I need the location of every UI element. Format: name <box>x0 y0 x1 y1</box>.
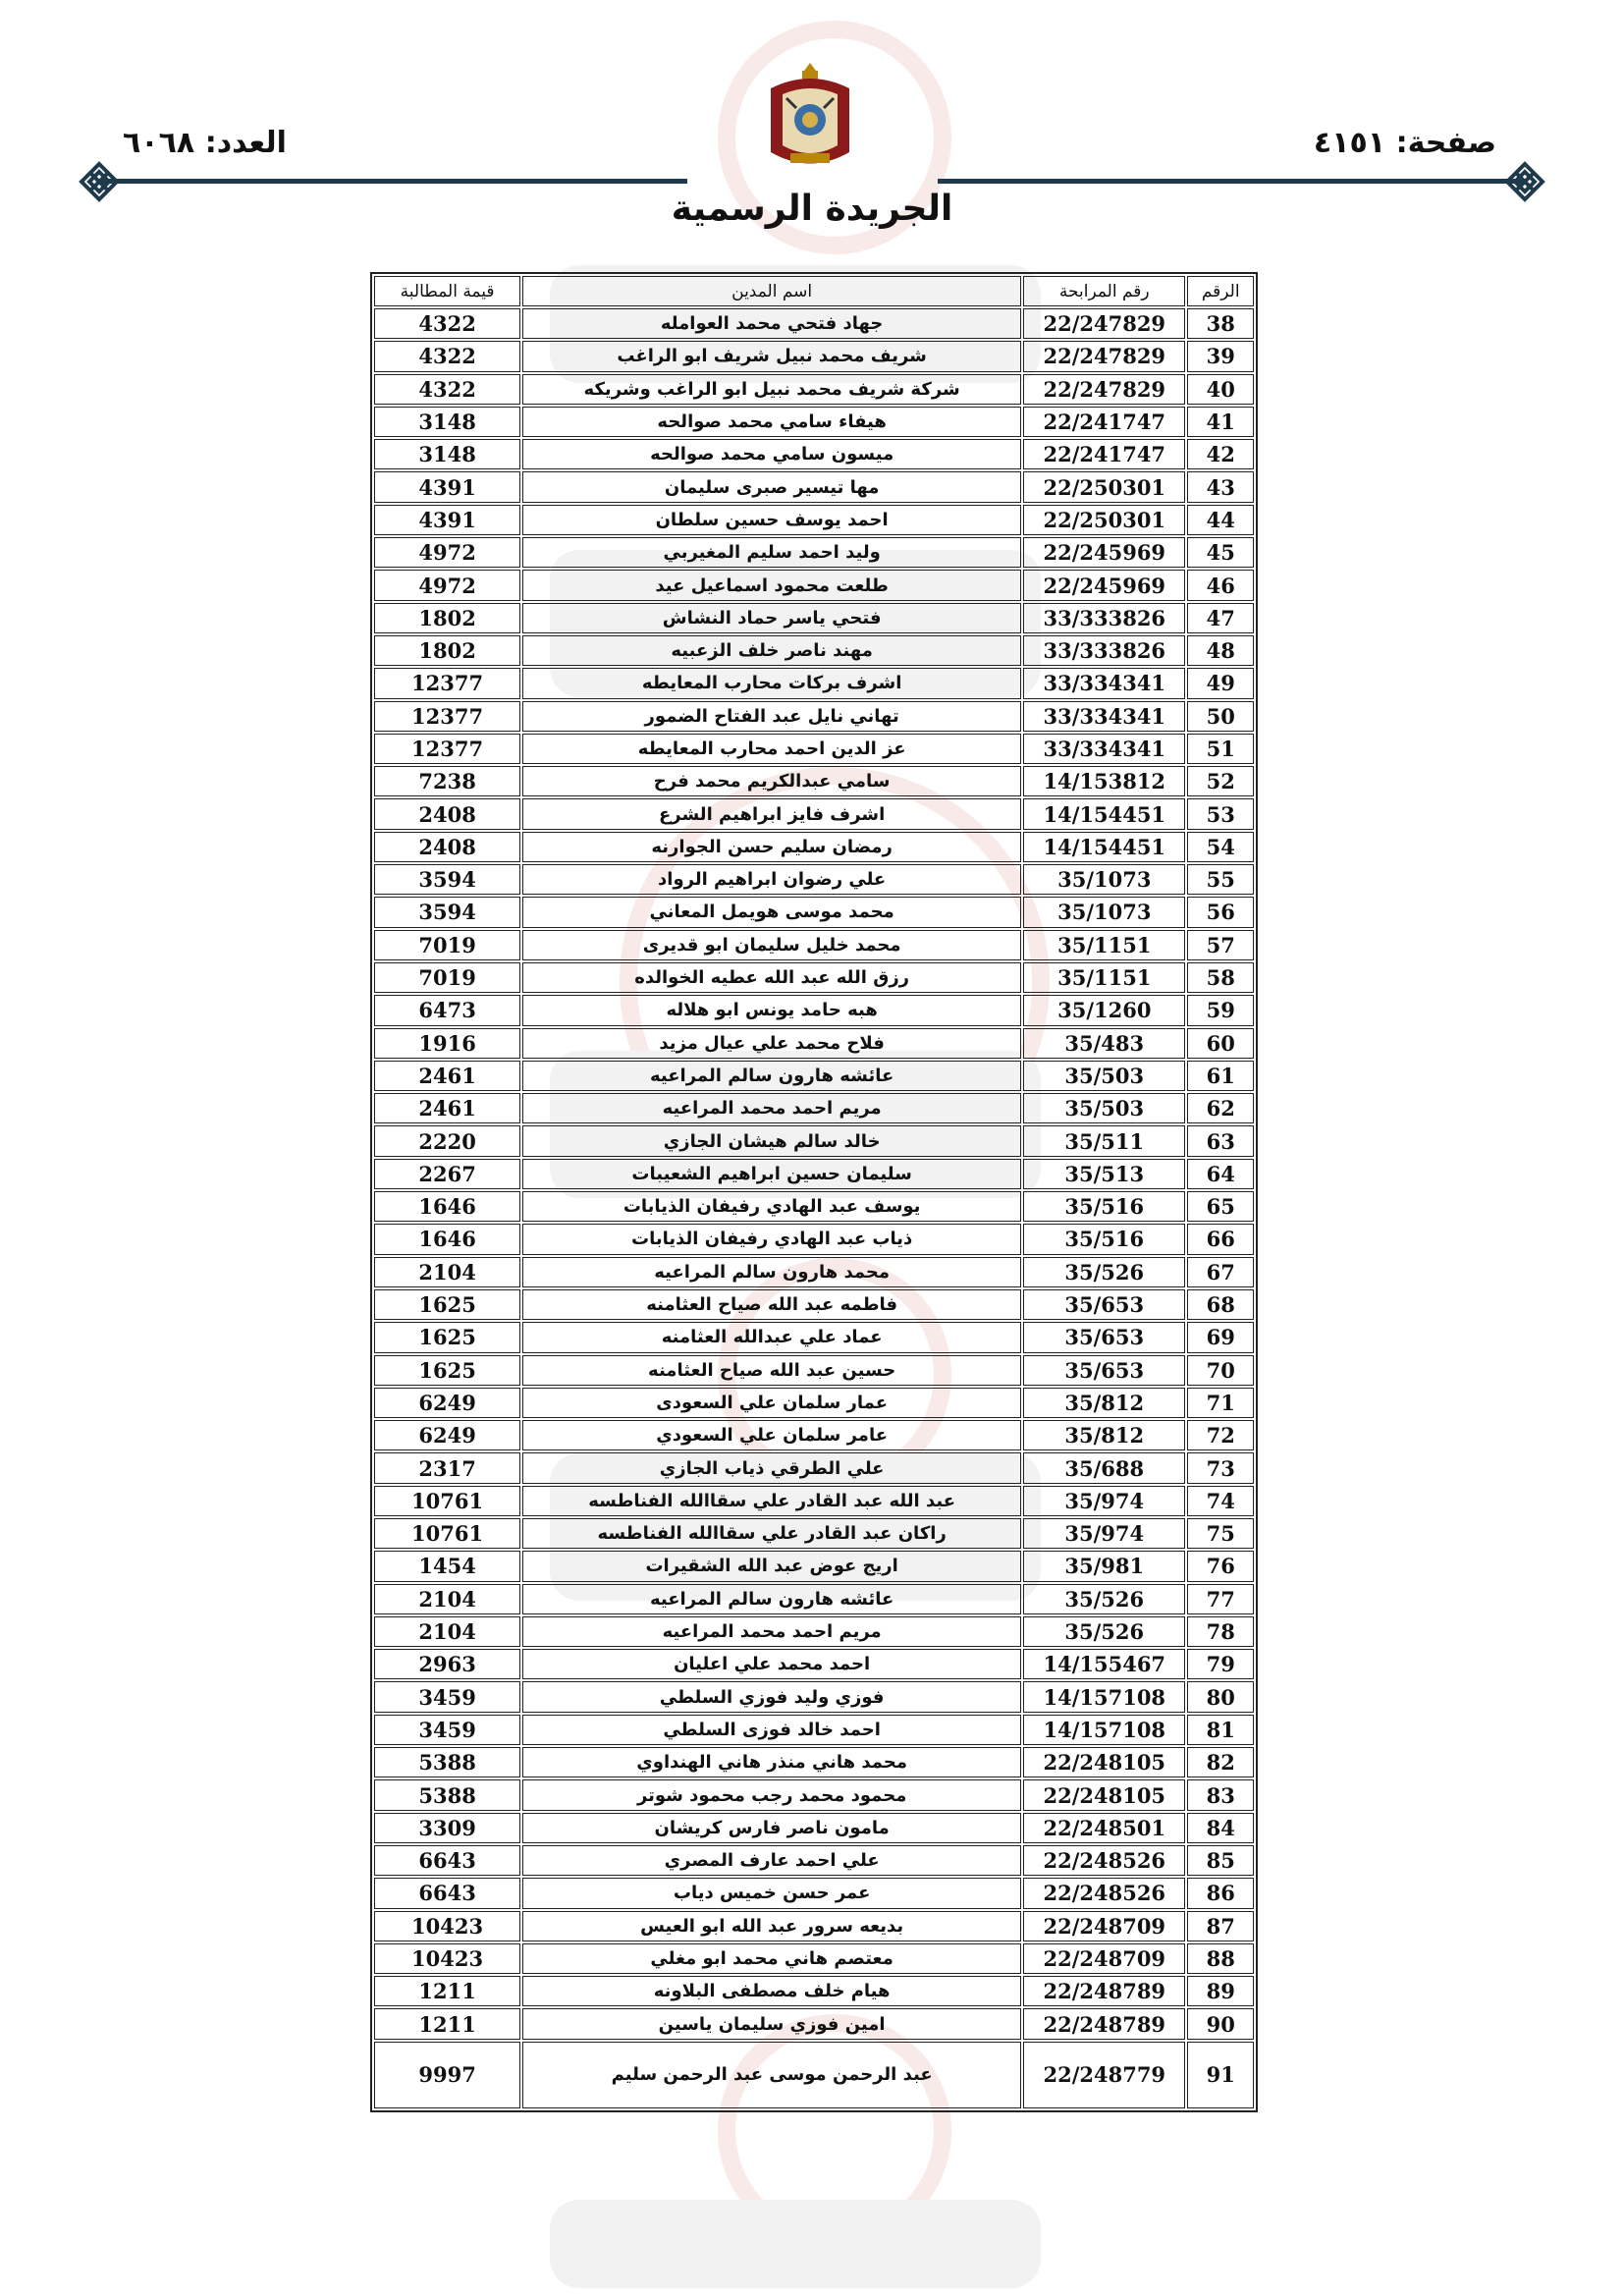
table-row <box>374 766 1254 796</box>
claim-amount: 4322 <box>374 374 520 405</box>
table-row <box>374 537 1254 568</box>
claim-amount: 7238 <box>374 766 520 796</box>
debtor-name: عمر حسن خميس دياب <box>522 1878 1021 1908</box>
row-number: 85 <box>1187 1845 1254 1876</box>
row-number: 74 <box>1187 1486 1254 1516</box>
row-number: 91 <box>1187 2042 1254 2108</box>
debtor-name: فتحي ياسر حماد النشاش <box>522 603 1021 633</box>
murabaha-number: 22/241747 <box>1023 407 1185 437</box>
claim-amount: 4391 <box>374 471 520 502</box>
table-row <box>374 1028 1254 1059</box>
murabaha-number: 35/981 <box>1023 1551 1185 1581</box>
debtor-name: مها تيسير صبرى سليمان <box>522 471 1021 502</box>
claim-amount: 3594 <box>374 864 520 895</box>
table-row <box>374 1616 1254 1647</box>
murabaha-number: 35/974 <box>1023 1486 1185 1516</box>
row-number: 58 <box>1187 962 1254 993</box>
debtor-name: اشرف فايز ابراهيم الشرع <box>522 798 1021 829</box>
table-row <box>374 341 1254 371</box>
table-row <box>374 1813 1254 1843</box>
table-row <box>374 2042 1254 2108</box>
table-row <box>374 505 1254 535</box>
debtor-name: محمد خليل سليمان ابو قديرى <box>522 930 1021 960</box>
row-number: 65 <box>1187 1191 1254 1222</box>
row-number: 86 <box>1187 1878 1254 1908</box>
claim-amount: 5388 <box>374 1747 520 1777</box>
debtor-name: علي رضوان ابراهيم الرواد <box>522 864 1021 895</box>
table-row <box>374 1518 1254 1549</box>
claim-amount: 6473 <box>374 995 520 1025</box>
murabaha-number: 33/334341 <box>1023 668 1185 698</box>
debtor-name: محمد هارون سالم المراعيه <box>522 1257 1021 1287</box>
row-number: 42 <box>1187 439 1254 469</box>
claim-amount: 1916 <box>374 1028 520 1059</box>
debtor-name: يوسف عبد الهادي رفيفان الذيابات <box>522 1191 1021 1222</box>
claim-amount: 1802 <box>374 635 520 666</box>
murabaha-number: 22/245969 <box>1023 570 1185 600</box>
claim-amount: 7019 <box>374 930 520 960</box>
row-number: 81 <box>1187 1715 1254 1745</box>
row-number: 69 <box>1187 1322 1254 1352</box>
debtor-name: عامر سلمان علي السعودي <box>522 1420 1021 1450</box>
debtor-name: هبه حامد يونس ابو هلاله <box>522 995 1021 1025</box>
claim-amount: 6249 <box>374 1420 520 1450</box>
debtor-name: بديعه سرور عبد الله ابو العيس <box>522 1911 1021 1941</box>
table-row <box>374 1257 1254 1287</box>
debtor-name: رمضان سليم حسن الجوارنه <box>522 832 1021 862</box>
table-row <box>374 1388 1254 1418</box>
row-number: 80 <box>1187 1681 1254 1712</box>
claim-amount: 3459 <box>374 1681 520 1712</box>
row-number: 40 <box>1187 374 1254 405</box>
table-row <box>374 1584 1254 1614</box>
murabaha-number: 35/1151 <box>1023 930 1185 960</box>
debtor-name: عز الدين احمد محارب المعايطه <box>522 734 1021 764</box>
row-number: 59 <box>1187 995 1254 1025</box>
claim-amount: 7019 <box>374 962 520 993</box>
table-row <box>374 308 1254 339</box>
row-number: 89 <box>1187 1976 1254 2006</box>
table-row <box>374 1289 1254 1320</box>
claim-amount: 2267 <box>374 1159 520 1189</box>
murabaha-number: 22/248789 <box>1023 1976 1185 2006</box>
table-row <box>374 407 1254 437</box>
column-header: الرقم <box>1187 276 1254 306</box>
table-row <box>374 1061 1254 1091</box>
murabaha-number: 22/247829 <box>1023 341 1185 371</box>
table-row <box>374 1093 1254 1123</box>
debtor-name: محمود محمد رجب محمود شوتر <box>522 1779 1021 1810</box>
debtor-name: مريم احمد محمد المراعيه <box>522 1093 1021 1123</box>
table-row <box>374 1747 1254 1777</box>
column-header: قيمة المطالبة <box>374 276 520 306</box>
debtors-table <box>370 272 1258 2112</box>
debtor-name: علي الطرقي ذياب الجازي <box>522 1452 1021 1483</box>
debtor-name: احمد خالد فوزى السلطي <box>522 1715 1021 1745</box>
murabaha-number: 22/248709 <box>1023 1911 1185 1941</box>
claim-amount: 1802 <box>374 603 520 633</box>
debtor-name: شريف محمد نبيل شريف ابو الراغب <box>522 341 1021 371</box>
row-number: 79 <box>1187 1649 1254 1679</box>
table-row <box>374 439 1254 469</box>
table-row <box>374 1191 1254 1222</box>
murabaha-number: 35/812 <box>1023 1388 1185 1418</box>
debtor-name: امين فوزي سليمان ياسين <box>522 2008 1021 2039</box>
debtor-name: فوزي وليد فوزي السلطي <box>522 1681 1021 1712</box>
claim-amount: 4322 <box>374 341 520 371</box>
claim-amount: 2317 <box>374 1452 520 1483</box>
murabaha-number: 35/516 <box>1023 1224 1185 1254</box>
murabaha-number: 22/245969 <box>1023 537 1185 568</box>
claim-amount: 12377 <box>374 668 520 698</box>
debtor-name: مامون ناصر فارس كريشان <box>522 1813 1021 1843</box>
table-row <box>374 1649 1254 1679</box>
debtor-name: مريم احمد محمد المراعيه <box>522 1616 1021 1647</box>
row-number: 41 <box>1187 407 1254 437</box>
row-number: 56 <box>1187 897 1254 927</box>
debtor-name: شركة شريف محمد نبيل ابو الراغب وشريكه <box>522 374 1021 405</box>
debtor-name: عبد الله عبد القادر علي سقاالله الفناطسه <box>522 1486 1021 1516</box>
claim-amount: 6643 <box>374 1878 520 1908</box>
row-number: 72 <box>1187 1420 1254 1450</box>
table-row <box>374 1159 1254 1189</box>
murabaha-number: 33/333826 <box>1023 635 1185 666</box>
table-row <box>374 995 1254 1025</box>
murabaha-number: 22/248105 <box>1023 1747 1185 1777</box>
row-number: 63 <box>1187 1125 1254 1156</box>
row-number: 88 <box>1187 1943 1254 1974</box>
table-row <box>374 1486 1254 1516</box>
murabaha-number: 22/241747 <box>1023 439 1185 469</box>
debtor-name: رزق الله عبد الله عطيه الخوالده <box>522 962 1021 993</box>
row-number: 68 <box>1187 1289 1254 1320</box>
debtor-name: عمار سلمان علي السعودى <box>522 1388 1021 1418</box>
murabaha-number: 22/247829 <box>1023 308 1185 339</box>
murabaha-number: 22/248501 <box>1023 1813 1185 1843</box>
row-number: 51 <box>1187 734 1254 764</box>
header-rule-right <box>938 179 1527 184</box>
column-header: اسم المدين <box>522 276 1021 306</box>
claim-amount: 6249 <box>374 1388 520 1418</box>
coat-of-arms-icon <box>761 59 859 175</box>
murabaha-number: 35/513 <box>1023 1159 1185 1189</box>
murabaha-number: 35/1260 <box>1023 995 1185 1025</box>
debtor-name: احمد محمد علي اعليان <box>522 1649 1021 1679</box>
claim-amount: 3594 <box>374 897 520 927</box>
row-number: 64 <box>1187 1159 1254 1189</box>
murabaha-number: 35/812 <box>1023 1420 1185 1450</box>
claim-amount: 2461 <box>374 1093 520 1123</box>
murabaha-number: 22/248789 <box>1023 2008 1185 2039</box>
murabaha-number: 14/153812 <box>1023 766 1185 796</box>
claim-amount: 2408 <box>374 832 520 862</box>
debtor-name: وليد احمد سليم المغيربي <box>522 537 1021 568</box>
claim-amount: 2408 <box>374 798 520 829</box>
table-header-row <box>374 276 1254 306</box>
table-row <box>374 1681 1254 1712</box>
murabaha-number: 14/154451 <box>1023 798 1185 829</box>
murabaha-number: 35/653 <box>1023 1355 1185 1386</box>
claim-amount: 1646 <box>374 1224 520 1254</box>
debtor-name: احمد يوسف حسين سلطان <box>522 505 1021 535</box>
row-number: 62 <box>1187 1093 1254 1123</box>
row-number: 60 <box>1187 1028 1254 1059</box>
table-row <box>374 701 1254 732</box>
table-row <box>374 374 1254 405</box>
murabaha-number: 35/1073 <box>1023 864 1185 895</box>
murabaha-number: 14/157108 <box>1023 1715 1185 1745</box>
row-number: 39 <box>1187 341 1254 371</box>
row-number: 52 <box>1187 766 1254 796</box>
claim-amount: 10423 <box>374 1911 520 1941</box>
table-row <box>374 930 1254 960</box>
debtor-name: تهاني نايل عبد الفتاح الضمور <box>522 701 1021 732</box>
table-row <box>374 1551 1254 1581</box>
claim-amount: 3148 <box>374 407 520 437</box>
murabaha-number: 35/483 <box>1023 1028 1185 1059</box>
row-number: 83 <box>1187 1779 1254 1810</box>
table-row <box>374 897 1254 927</box>
debtor-name: جهاد فتحي محمد العوامله <box>522 308 1021 339</box>
claim-amount: 2104 <box>374 1616 520 1647</box>
row-number: 47 <box>1187 603 1254 633</box>
table-row <box>374 635 1254 666</box>
row-number: 66 <box>1187 1224 1254 1254</box>
murabaha-number: 33/333826 <box>1023 603 1185 633</box>
row-number: 38 <box>1187 308 1254 339</box>
claim-amount: 4322 <box>374 308 520 339</box>
claim-amount: 4391 <box>374 505 520 535</box>
row-number: 54 <box>1187 832 1254 862</box>
row-number: 49 <box>1187 668 1254 698</box>
murabaha-number: 35/653 <box>1023 1322 1185 1352</box>
row-number: 46 <box>1187 570 1254 600</box>
table-row <box>374 1845 1254 1876</box>
murabaha-number: 35/503 <box>1023 1093 1185 1123</box>
murabaha-number: 22/248526 <box>1023 1878 1185 1908</box>
murabaha-number: 35/1151 <box>1023 962 1185 993</box>
table-row <box>374 734 1254 764</box>
murabaha-number: 14/155467 <box>1023 1649 1185 1679</box>
row-number: 90 <box>1187 2008 1254 2039</box>
claim-amount: 9997 <box>374 2042 520 2108</box>
debtor-name: معتصم هاني محمد ابو مغلي <box>522 1943 1021 1974</box>
murabaha-number: 35/526 <box>1023 1616 1185 1647</box>
claim-amount: 2461 <box>374 1061 520 1091</box>
claim-amount: 10761 <box>374 1518 520 1549</box>
table-row <box>374 1715 1254 1745</box>
murabaha-number: 33/334341 <box>1023 734 1185 764</box>
page-number: صفحة: ٤١٥١ <box>1313 126 1496 160</box>
murabaha-number: 33/334341 <box>1023 701 1185 732</box>
row-number: 48 <box>1187 635 1254 666</box>
debtor-name: عماد علي عبدالله العثامنه <box>522 1322 1021 1352</box>
murabaha-number: 22/250301 <box>1023 505 1185 535</box>
murabaha-number: 22/247829 <box>1023 374 1185 405</box>
table-row <box>374 1976 1254 2006</box>
row-number: 45 <box>1187 537 1254 568</box>
table-row <box>374 832 1254 862</box>
newspaper-title: الجريدة الرسمية <box>671 189 953 229</box>
table-row <box>374 2008 1254 2039</box>
debtor-name: عبد الرحمن موسى عبد الرحمن سليم <box>522 2042 1021 2108</box>
row-number: 76 <box>1187 1551 1254 1581</box>
table-row <box>374 1779 1254 1810</box>
claim-amount: 4972 <box>374 537 520 568</box>
murabaha-number: 35/688 <box>1023 1452 1185 1483</box>
debtor-name: محمد هاني منذر هاني الهنداوي <box>522 1747 1021 1777</box>
claim-amount: 6643 <box>374 1845 520 1876</box>
debtor-name: ميسون سامي محمد صوالحه <box>522 439 1021 469</box>
claim-amount: 1625 <box>374 1322 520 1352</box>
row-number: 44 <box>1187 505 1254 535</box>
table-row <box>374 1322 1254 1352</box>
debtor-name: عائشه هارون سالم المراعيه <box>522 1584 1021 1614</box>
claim-amount: 12377 <box>374 701 520 732</box>
debtor-name: محمد موسى هويمل المعاني <box>522 897 1021 927</box>
issue-number: العدد: ٦٠٦٨ <box>123 126 287 160</box>
murabaha-number: 35/653 <box>1023 1289 1185 1320</box>
claim-amount: 10761 <box>374 1486 520 1516</box>
table-row <box>374 1420 1254 1450</box>
claim-amount: 12377 <box>374 734 520 764</box>
claim-amount: 1454 <box>374 1551 520 1581</box>
claim-amount: 1625 <box>374 1355 520 1386</box>
claim-amount: 1211 <box>374 2008 520 2039</box>
murabaha-number: 22/248779 <box>1023 2042 1185 2108</box>
debtor-name: عائشه هارون سالم المراعيه <box>522 1061 1021 1091</box>
murabaha-number: 35/516 <box>1023 1191 1185 1222</box>
claim-amount: 5388 <box>374 1779 520 1810</box>
claim-amount: 3148 <box>374 439 520 469</box>
table-row <box>374 1943 1254 1974</box>
row-number: 70 <box>1187 1355 1254 1386</box>
debtor-name: اشرف بركات محارب المعايطه <box>522 668 1021 698</box>
table-row <box>374 1355 1254 1386</box>
debtor-name: راكان عبد القادر علي سقاالله الفناطسه <box>522 1518 1021 1549</box>
claim-amount: 1646 <box>374 1191 520 1222</box>
murabaha-number: 22/248709 <box>1023 1943 1185 1974</box>
murabaha-number: 14/154451 <box>1023 832 1185 862</box>
debtor-name: سليمان حسين ابراهيم الشعيبات <box>522 1159 1021 1189</box>
row-number: 53 <box>1187 798 1254 829</box>
claim-amount: 1625 <box>374 1289 520 1320</box>
debtor-name: ذياب عبد الهادي رفيفان الذيابات <box>522 1224 1021 1254</box>
row-number: 73 <box>1187 1452 1254 1483</box>
debtor-name: فلاح محمد علي عيال مزيد <box>522 1028 1021 1059</box>
row-number: 61 <box>1187 1061 1254 1091</box>
table-row <box>374 1452 1254 1483</box>
debtor-name: هيفاء سامي محمد صوالحه <box>522 407 1021 437</box>
claim-amount: 4972 <box>374 570 520 600</box>
row-number: 77 <box>1187 1584 1254 1614</box>
debtor-name: هيام خلف مصطفى البلاونه <box>522 1976 1021 2006</box>
claim-amount: 2104 <box>374 1584 520 1614</box>
table-row <box>374 471 1254 502</box>
murabaha-number: 14/157108 <box>1023 1681 1185 1712</box>
debtor-name: طلعت محمود اسماعيل عيد <box>522 570 1021 600</box>
row-number: 87 <box>1187 1911 1254 1941</box>
claim-amount: 2104 <box>374 1257 520 1287</box>
table-row <box>374 603 1254 633</box>
claim-amount: 3309 <box>374 1813 520 1843</box>
row-number: 43 <box>1187 471 1254 502</box>
claim-amount: 3459 <box>374 1715 520 1745</box>
table-row <box>374 570 1254 600</box>
row-number: 50 <box>1187 701 1254 732</box>
debtor-name: حسين عبد الله صياح العثامنه <box>522 1355 1021 1386</box>
table-row <box>374 1878 1254 1908</box>
row-number: 78 <box>1187 1616 1254 1647</box>
debtor-name: خالد سالم هيشان الجازي <box>522 1125 1021 1156</box>
murabaha-number: 35/526 <box>1023 1584 1185 1614</box>
claim-amount: 2963 <box>374 1649 520 1679</box>
claim-amount: 10423 <box>374 1943 520 1974</box>
table-row <box>374 1125 1254 1156</box>
murabaha-number: 35/974 <box>1023 1518 1185 1549</box>
table-row <box>374 668 1254 698</box>
debtor-name: سامي عبدالكريم محمد فرح <box>522 766 1021 796</box>
murabaha-number: 35/503 <box>1023 1061 1185 1091</box>
table-row <box>374 864 1254 895</box>
table-row <box>374 1911 1254 1941</box>
debtor-name: فاطمه عبد الله صياح العثامنه <box>522 1289 1021 1320</box>
row-number: 82 <box>1187 1747 1254 1777</box>
claim-amount: 1211 <box>374 1976 520 2006</box>
row-number: 67 <box>1187 1257 1254 1287</box>
row-number: 55 <box>1187 864 1254 895</box>
table-row <box>374 962 1254 993</box>
row-number: 71 <box>1187 1388 1254 1418</box>
murabaha-number: 35/1073 <box>1023 897 1185 927</box>
murabaha-number: 22/248526 <box>1023 1845 1185 1876</box>
row-number: 57 <box>1187 930 1254 960</box>
murabaha-number: 22/248105 <box>1023 1779 1185 1810</box>
column-header: رقم المرابحة <box>1023 276 1185 306</box>
row-number: 84 <box>1187 1813 1254 1843</box>
murabaha-number: 22/250301 <box>1023 471 1185 502</box>
debtor-name: علي احمد عارف المصري <box>522 1845 1021 1876</box>
murabaha-number: 35/526 <box>1023 1257 1185 1287</box>
header-rule-left <box>98 179 687 184</box>
debtor-name: اريج عوض عبد الله الشقيرات <box>522 1551 1021 1581</box>
table-row <box>374 1224 1254 1254</box>
row-number: 75 <box>1187 1518 1254 1549</box>
murabaha-number: 35/511 <box>1023 1125 1185 1156</box>
debtor-name: مهند ناصر خلف الزعبيه <box>522 635 1021 666</box>
table-row <box>374 798 1254 829</box>
claim-amount: 2220 <box>374 1125 520 1156</box>
